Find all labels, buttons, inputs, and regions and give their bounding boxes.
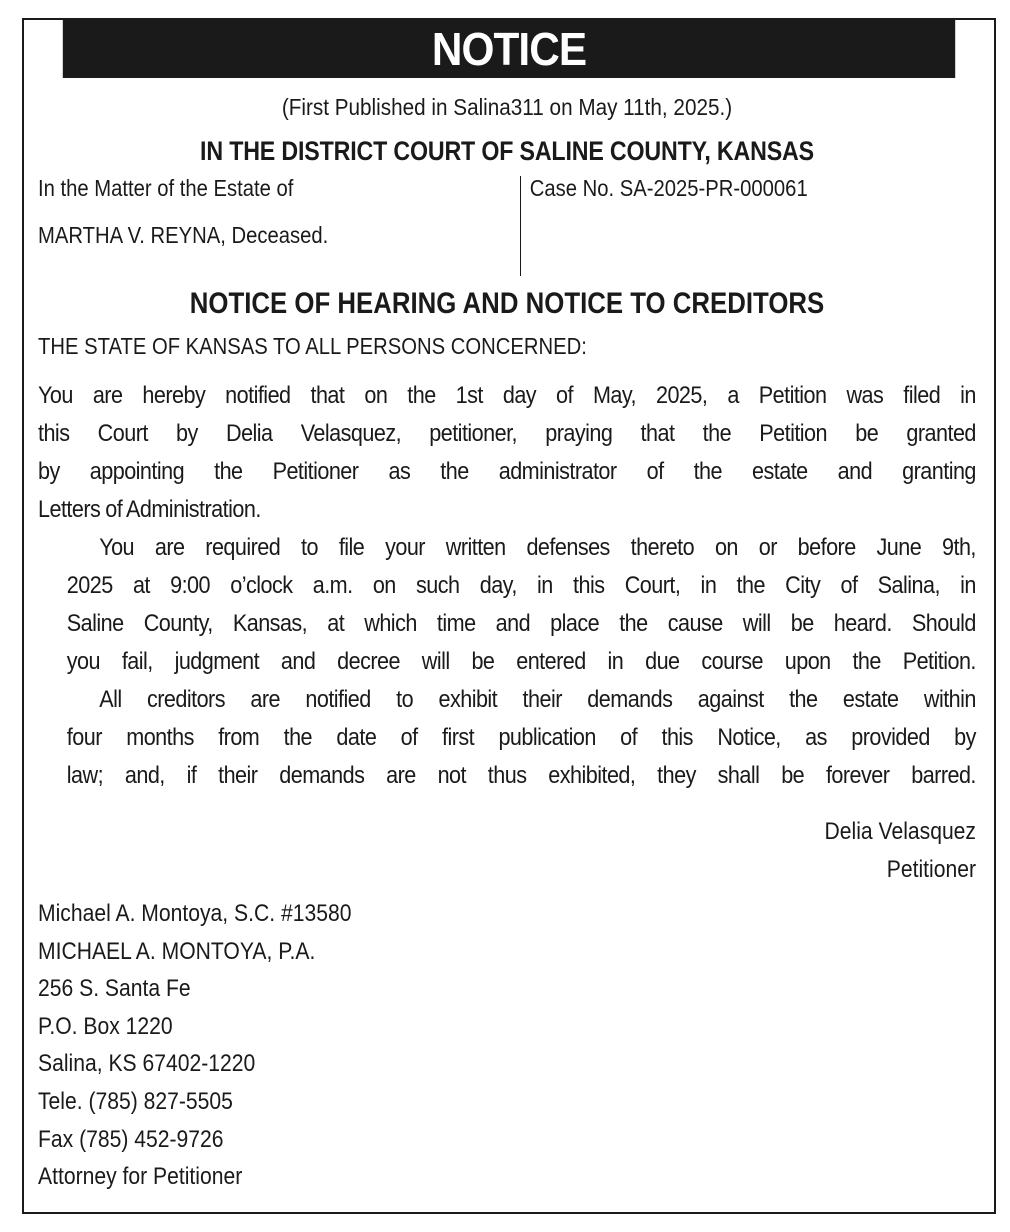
- court-title: IN THE DISTRICT COURT OF SALINE COUNTY, KANSAS: [200, 136, 814, 166]
- notice-body: [24, 92, 994, 1196]
- address-line: THE STATE OF KANSAS TO ALL PERSONS CONCERNED:: [38, 333, 587, 359]
- case-caption: [38, 176, 976, 276]
- attorney-line: Tele. (785) 827-5505: [38, 1087, 233, 1115]
- paragraph-line: Letters of Administration.: [38, 496, 261, 523]
- attorney-line: Attorney for Petitioner: [38, 1163, 243, 1191]
- notice-frame: [22, 18, 996, 1214]
- paragraph-line: law; and, if their demands are not thus exhibited, they shall be forever barred.: [66, 762, 976, 789]
- paragraph-line: by appointing the Petitioner as the administrator of the estate and granting: [38, 458, 976, 485]
- caption-estate-line2: MARTHA V. REYNA, Deceased.: [38, 222, 329, 248]
- notice-heading: NOTICE OF HEARING AND NOTICE TO CREDITORS: [189, 287, 825, 320]
- paragraph-line: 2025 at 9:00 o’clock a.m. on such day, in this Court, in the City of Salina, in: [66, 572, 976, 599]
- caption-estate-line1: In the Matter of the Estate of: [38, 175, 294, 201]
- paragraph-line: You are hereby notified that on the 1st day of May, 2025, a Petition was filed in: [38, 382, 976, 409]
- paragraph-line: you fail, judgment and decree will be entered in due course upon the Petition.: [66, 648, 976, 675]
- notice-text: [38, 377, 976, 795]
- paragraph-defenses: [38, 529, 976, 681]
- paragraph-line: Saline County, Kansas, at which time and place the cause will be heard. Should: [66, 610, 976, 637]
- attorney-line: Fax (785) 452-9726: [38, 1125, 224, 1153]
- signature-name: Delia Velasquez: [824, 818, 976, 845]
- attorney-line: Michael A. Montoya, S.C. #13580: [38, 900, 352, 927]
- notice-banner: NOTICE: [63, 20, 955, 78]
- caption-estate: [38, 176, 521, 276]
- paragraph-creditors: [38, 681, 976, 795]
- signature-role: Petitioner: [886, 856, 976, 883]
- attorney-block: [38, 895, 976, 1196]
- paragraph-petition: [38, 377, 976, 529]
- attorney-line: MICHAEL A. MONTOYA, P.A.: [38, 937, 316, 965]
- attorney-line: P.O. Box 1220: [38, 1012, 173, 1040]
- attorney-line: 256 S. Santa Fe: [38, 975, 191, 1003]
- paragraph-line: four months from the date of first publication of this Notice, as provided by: [66, 724, 976, 751]
- signature-block: [38, 813, 976, 889]
- paragraph-line: this Court by Delia Velasquez, petitioner, praying that the Petition be granted: [38, 420, 976, 447]
- attorney-line: Salina, KS 67402-1220: [38, 1050, 256, 1078]
- first-published-line: (First Published in Salina311 on May 11th, 2025.): [281, 94, 733, 120]
- case-number: Case No. SA-2025-PR-000061: [529, 175, 808, 201]
- paragraph-line: You are required to file your written defenses thereto on or before June 9th,: [99, 534, 976, 561]
- paragraph-line: All creditors are notified to exhibit their demands against the estate within: [99, 686, 976, 713]
